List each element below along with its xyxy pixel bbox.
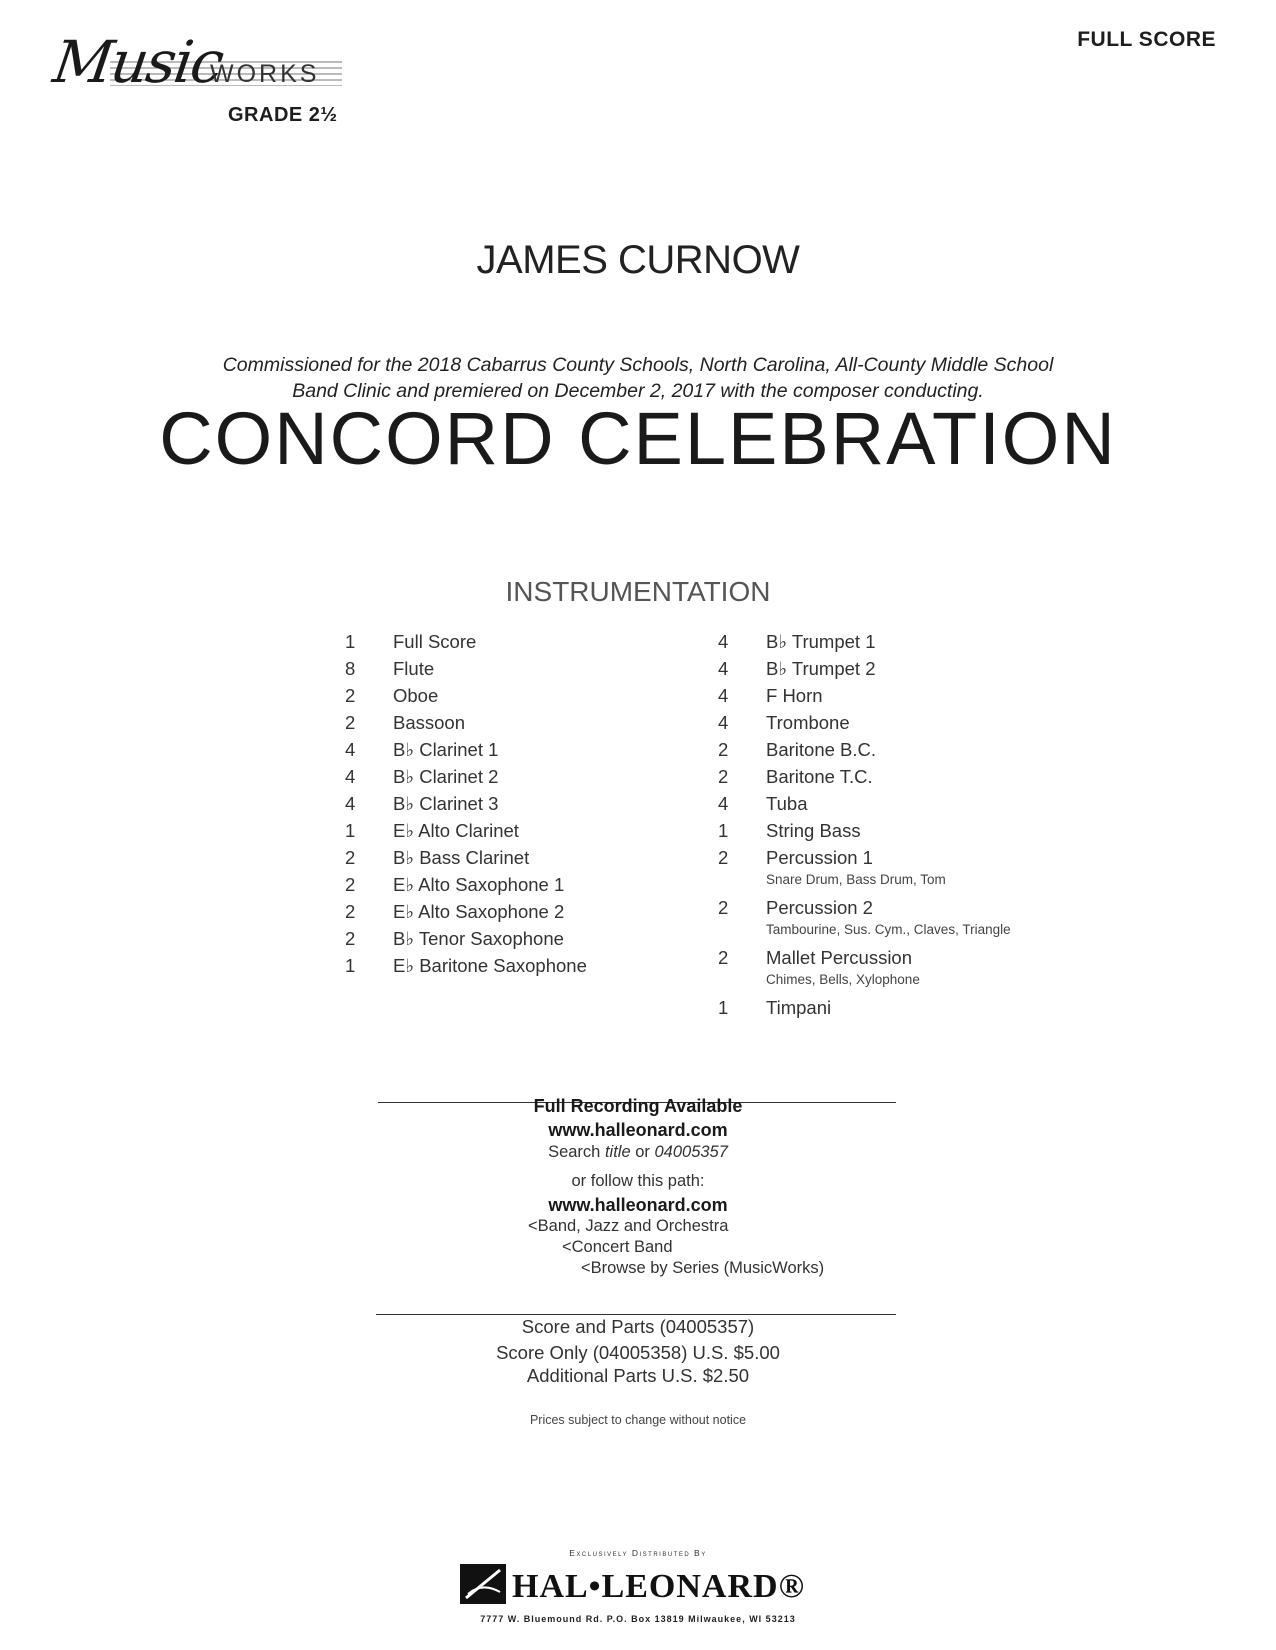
- instrument-quantity: 4: [718, 685, 729, 706]
- instrument-name: Flute: [393, 658, 435, 679]
- instrument-name-cell: [393, 898, 665, 925]
- instrument-name-cell: [766, 763, 1038, 790]
- search-or: or: [630, 1143, 655, 1161]
- path-url[interactable]: www.halleonard.com: [548, 1195, 728, 1215]
- instrument-name-cell: [393, 736, 665, 763]
- instrumentation-right-column: [718, 628, 1038, 1021]
- instrument-name: Mallet Percussion: [766, 947, 913, 968]
- instrument-quantity: 1: [345, 820, 356, 841]
- instrument-row: [345, 871, 665, 898]
- instrument-name-cell: [766, 994, 1038, 1021]
- instrument-row: [718, 817, 1038, 844]
- search-hint: [0, 1143, 1276, 1162]
- instrument-quantity: 4: [718, 658, 729, 679]
- instrument-name-cell: [766, 817, 1038, 844]
- instrument-name: Baritone T.C.: [766, 766, 873, 787]
- instrument-quantity: 2: [345, 712, 356, 733]
- instrument-name: B♭ Clarinet 1: [393, 739, 499, 760]
- instrument-quantity: 1: [345, 955, 356, 976]
- instrument-name: Percussion 1: [766, 847, 873, 868]
- instrument-name-cell: [766, 944, 1038, 988]
- instrument-row: [345, 817, 665, 844]
- instrument-name: B♭ Clarinet 2: [393, 766, 499, 787]
- search-prefix: Search: [548, 1143, 605, 1161]
- instrument-row: [345, 844, 665, 871]
- instrument-row: [718, 655, 1038, 682]
- instrument-quantity: 2: [718, 897, 729, 918]
- instrument-name-cell: [766, 894, 1038, 938]
- grade-label: GRADE 2½: [228, 104, 338, 126]
- instrument-row: [345, 898, 665, 925]
- instrument-name: E♭ Alto Saxophone 2: [393, 901, 565, 922]
- instrument-row: [345, 763, 665, 790]
- instrument-name-cell: [393, 682, 665, 709]
- instrument-name-cell: [766, 682, 1038, 709]
- instrument-name: Percussion 2: [766, 897, 873, 918]
- instrument-row: [718, 763, 1038, 790]
- instrument-name: B♭ Bass Clarinet: [393, 847, 530, 868]
- instrument-row: [718, 628, 1038, 655]
- instrument-name-cell: [393, 925, 665, 952]
- commission-line-1: Commissioned for the 2018 Cabarrus County Schools, North Carolina, All-County Middle School: [222, 354, 1054, 376]
- instrument-quantity: 2: [718, 947, 729, 968]
- logo-script-text: Music: [49, 28, 227, 96]
- instrument-name: B♭ Clarinet 3: [393, 793, 499, 814]
- instrument-quantity: 1: [718, 997, 729, 1018]
- instrument-quantity: 2: [718, 739, 729, 760]
- search-code: 04005357: [654, 1143, 728, 1161]
- commission-line-2: Band Clinic and premiered on December 2, 2017 with the composer conducting.: [292, 380, 984, 402]
- instrument-quantity: 4: [718, 793, 729, 814]
- instrument-name-cell: [393, 844, 665, 871]
- price-additional-parts: Additional Parts U.S. $2.50: [526, 1365, 750, 1386]
- instrument-name-cell: [766, 736, 1038, 763]
- instrument-row: [718, 709, 1038, 736]
- instrument-quantity: 4: [345, 739, 356, 760]
- instrument-name-cell: [393, 790, 665, 817]
- instrument-row: [718, 844, 1038, 888]
- instrument-row: [718, 894, 1038, 938]
- path-step-1: <Band, Jazz and Orchestra: [528, 1217, 729, 1235]
- instrument-name-cell: [393, 628, 665, 655]
- instrument-row: [345, 709, 665, 736]
- instrument-name: Timpani: [766, 997, 832, 1018]
- instrument-detail: Snare Drum, Bass Drum, Tom: [766, 872, 946, 887]
- instrument-name: Oboe: [393, 685, 439, 706]
- recording-url[interactable]: www.halleonard.com: [548, 1120, 728, 1140]
- instrument-name-cell: [393, 952, 665, 979]
- instrument-quantity: 4: [345, 793, 356, 814]
- instrument-row: [718, 736, 1038, 763]
- instrument-quantity: 4: [718, 712, 729, 733]
- instrument-quantity: 2: [345, 901, 356, 922]
- price-score-and-parts: Score and Parts (04005357): [521, 1316, 755, 1337]
- instrument-quantity: 2: [718, 766, 729, 787]
- instrument-name-cell: [766, 655, 1038, 682]
- instrument-name-cell: [393, 817, 665, 844]
- instrument-name-cell: [393, 871, 665, 898]
- instrument-quantity: 2: [345, 874, 356, 895]
- divider: [376, 1314, 896, 1315]
- instrumentation-heading: INSTRUMENTATION: [505, 576, 771, 607]
- distributed-by-label: Exclusively Distributed By: [569, 1548, 707, 1558]
- hal-leonard-wordmark: HAL•LEONARD®: [512, 1568, 805, 1605]
- instrument-name-cell: [766, 709, 1038, 736]
- hal-leonard-emblem-icon: [460, 1564, 506, 1604]
- instrument-name-cell: [393, 763, 665, 790]
- instrument-quantity: 2: [345, 685, 356, 706]
- composer-name: JAMES CURNOW: [476, 238, 800, 282]
- instrument-row: [345, 628, 665, 655]
- instrument-quantity: 4: [345, 766, 356, 787]
- instrument-detail: Chimes, Bells, Xylophone: [766, 972, 920, 987]
- instrument-name: Trombone: [766, 712, 850, 733]
- full-score-label: FULL SCORE: [1077, 28, 1216, 51]
- instrument-quantity: 1: [345, 631, 356, 652]
- instrument-row: [345, 736, 665, 763]
- instrument-name: Baritone B.C.: [766, 739, 877, 760]
- instrument-row: [718, 790, 1038, 817]
- instrument-quantity: 4: [718, 631, 729, 652]
- instrument-name: E♭ Baritone Saxophone: [393, 955, 587, 976]
- instrument-name: E♭ Alto Clarinet: [393, 820, 519, 841]
- instrument-name-cell: [393, 709, 665, 736]
- instrument-name-cell: [393, 655, 665, 682]
- instrument-quantity: 1: [718, 820, 729, 841]
- instrument-name-cell: [766, 628, 1038, 655]
- instrument-quantity: 2: [345, 847, 356, 868]
- instrument-name: Tuba: [766, 793, 808, 814]
- instrument-quantity: 8: [345, 658, 356, 679]
- path-step-3: <Browse by Series (MusicWorks): [581, 1259, 825, 1277]
- logo-works-text: WORKS: [210, 60, 320, 88]
- instrument-row: [345, 925, 665, 952]
- recording-heading: Full Recording Available: [533, 1096, 743, 1116]
- instrument-row: [345, 682, 665, 709]
- instrument-name: F Horn: [766, 685, 823, 706]
- instrument-row: [345, 790, 665, 817]
- instrument-row: [718, 944, 1038, 988]
- instrument-row: [718, 994, 1038, 1021]
- instrument-name: B♭ Tenor Saxophone: [393, 928, 564, 949]
- path-step-2: <Concert Band: [562, 1238, 673, 1256]
- instrument-name: Full Score: [393, 631, 477, 652]
- follow-path-label: or follow this path:: [571, 1172, 705, 1190]
- instrument-name: B♭ Trumpet 2: [766, 658, 876, 679]
- price-note: Prices subject to change without notice: [529, 1413, 747, 1427]
- hal-leonard-logo: [460, 1562, 820, 1606]
- instrument-row: [345, 952, 665, 979]
- instrument-name: B♭ Trumpet 1: [766, 631, 876, 652]
- instrument-name-cell: [766, 844, 1038, 888]
- instrument-name: E♭ Alto Saxophone 1: [393, 874, 565, 895]
- instrument-name-cell: [766, 790, 1038, 817]
- publisher-address: 7777 W. Bluemound Rd. P.O. Box 13819 Milwaukee, WI 53213: [480, 1614, 796, 1624]
- instrument-detail: Tambourine, Sus. Cym., Claves, Triangle: [766, 922, 1011, 937]
- instrument-name: String Bass: [766, 820, 861, 841]
- instrumentation-left-column: [345, 628, 665, 979]
- instrument-quantity: 2: [345, 928, 356, 949]
- piece-title: CONCORD CELEBRATION: [159, 397, 1117, 480]
- price-score-only: Score Only (04005358) U.S. $5.00: [496, 1342, 780, 1363]
- instrument-quantity: 2: [718, 847, 729, 868]
- search-title-word: title: [604, 1143, 631, 1161]
- instrument-row: [718, 682, 1038, 709]
- instrument-name: Bassoon: [393, 712, 465, 733]
- instrument-row: [345, 655, 665, 682]
